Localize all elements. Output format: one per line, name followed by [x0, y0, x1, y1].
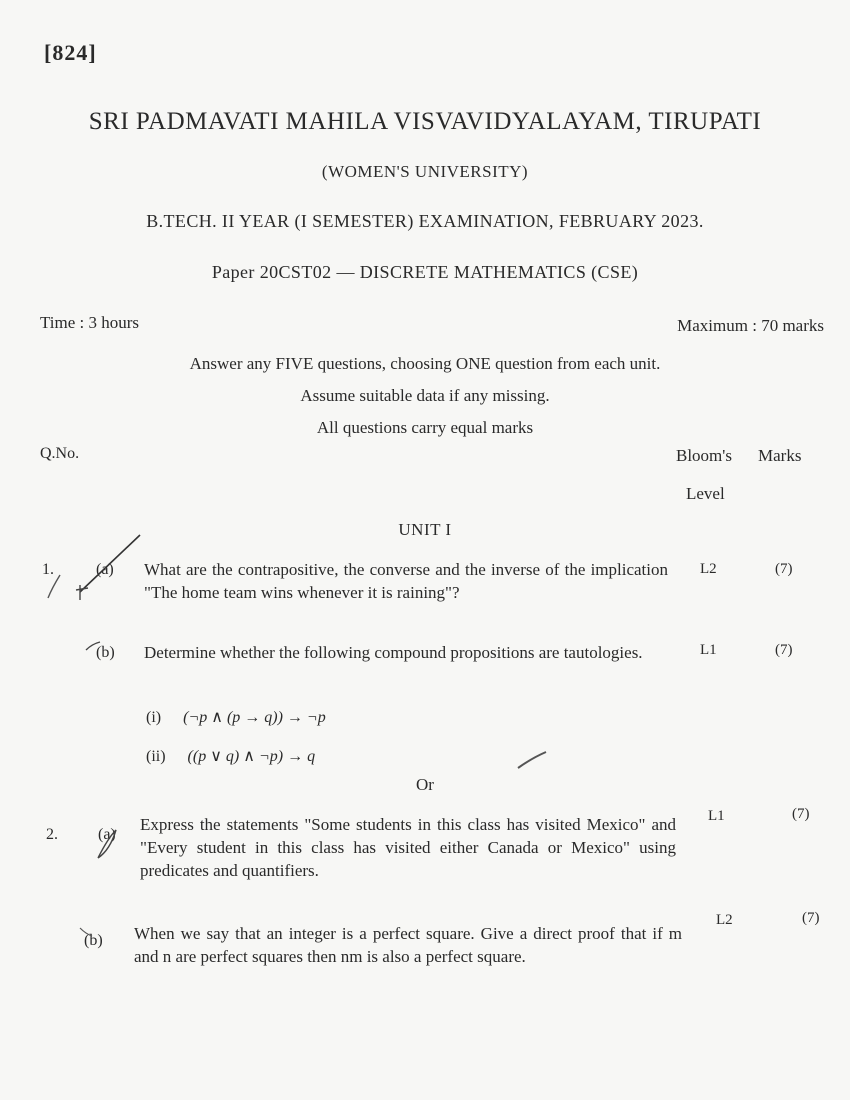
question-text: When we say that an integer is a perfect square. Give a direct proof that if m and n are perfect squares then nm is also a perfect square. [134, 924, 682, 966]
question-text: What are the contrapositive, the converse and the inverse of the implication "The home team wins whenever it is raining"? [144, 560, 668, 602]
question-text: Determine whether the following compound propositions are tautologies. [144, 643, 643, 662]
subquestion-label: (b) [96, 644, 115, 661]
pen-stroke [518, 752, 546, 768]
university-name: SRI PADMAVATI MAHILA VISVAVIDYALAYAM, TIRUPATI [88, 108, 762, 135]
blooms-level: L2 [716, 912, 733, 928]
instruction-line: All questions carry equal marks [316, 418, 534, 437]
paper-title: Paper 20CST02 — DISCRETE MATHEMATICS (CSE) [211, 262, 639, 282]
maximum-marks: Maximum : 70 marks [677, 316, 824, 335]
blooms-level: L2 [700, 561, 717, 577]
question-marks: (7) [792, 806, 810, 822]
pen-stroke [76, 585, 88, 600]
paper-code: [824] [44, 40, 97, 65]
pen-stroke [48, 575, 60, 598]
time-allowed: Time : 3 hours [40, 313, 140, 332]
pen-stroke [86, 642, 100, 650]
column-level-header: Level [686, 484, 725, 503]
formula-expression: ((p ∨ q) ∧ ¬p) → q [187, 748, 316, 765]
unit-heading: UNIT I [398, 520, 452, 539]
subquestion-label: (a) [98, 826, 116, 843]
question-number: 2. [46, 826, 58, 843]
pen-stroke [98, 830, 116, 858]
instruction-line: Assume suitable data if any missing. [300, 386, 550, 405]
blooms-level: L1 [700, 642, 717, 658]
university-subtitle: (WOMEN'S UNIVERSITY) [321, 162, 529, 181]
column-blooms-header: Bloom's [676, 446, 732, 465]
exam-title: B.TECH. II YEAR (I SEMESTER) EXAMINATION, FEBRUARY 2023. [146, 211, 704, 231]
formula-number: (ii) [146, 748, 166, 765]
pen-stroke [80, 928, 92, 936]
question-marks: (7) [802, 910, 820, 926]
subquestion-label: (a) [96, 561, 114, 578]
blooms-level: L1 [708, 808, 725, 824]
subquestion-label: (b) [84, 932, 103, 949]
formula-expression: (¬p ∧ (p → q)) → ¬p [183, 709, 326, 726]
question-number: 1. [42, 561, 54, 578]
question-marks: (7) [775, 561, 793, 577]
or-divider: Or [416, 775, 434, 794]
column-marks-header: Marks [758, 446, 802, 465]
question-text: Express the statements "Some students in this class has visited Mexico" and "Every student in this class has visited either Canada or Mexico" using predicates and quantifiers. [140, 815, 676, 880]
formula-number: (i) [146, 709, 162, 726]
question-marks: (7) [775, 642, 793, 658]
column-qno-header: Q.No. [40, 445, 80, 462]
instruction-line: Answer any FIVE questions, choosing ONE question from each unit. [189, 354, 661, 373]
pen-stroke [80, 535, 140, 592]
